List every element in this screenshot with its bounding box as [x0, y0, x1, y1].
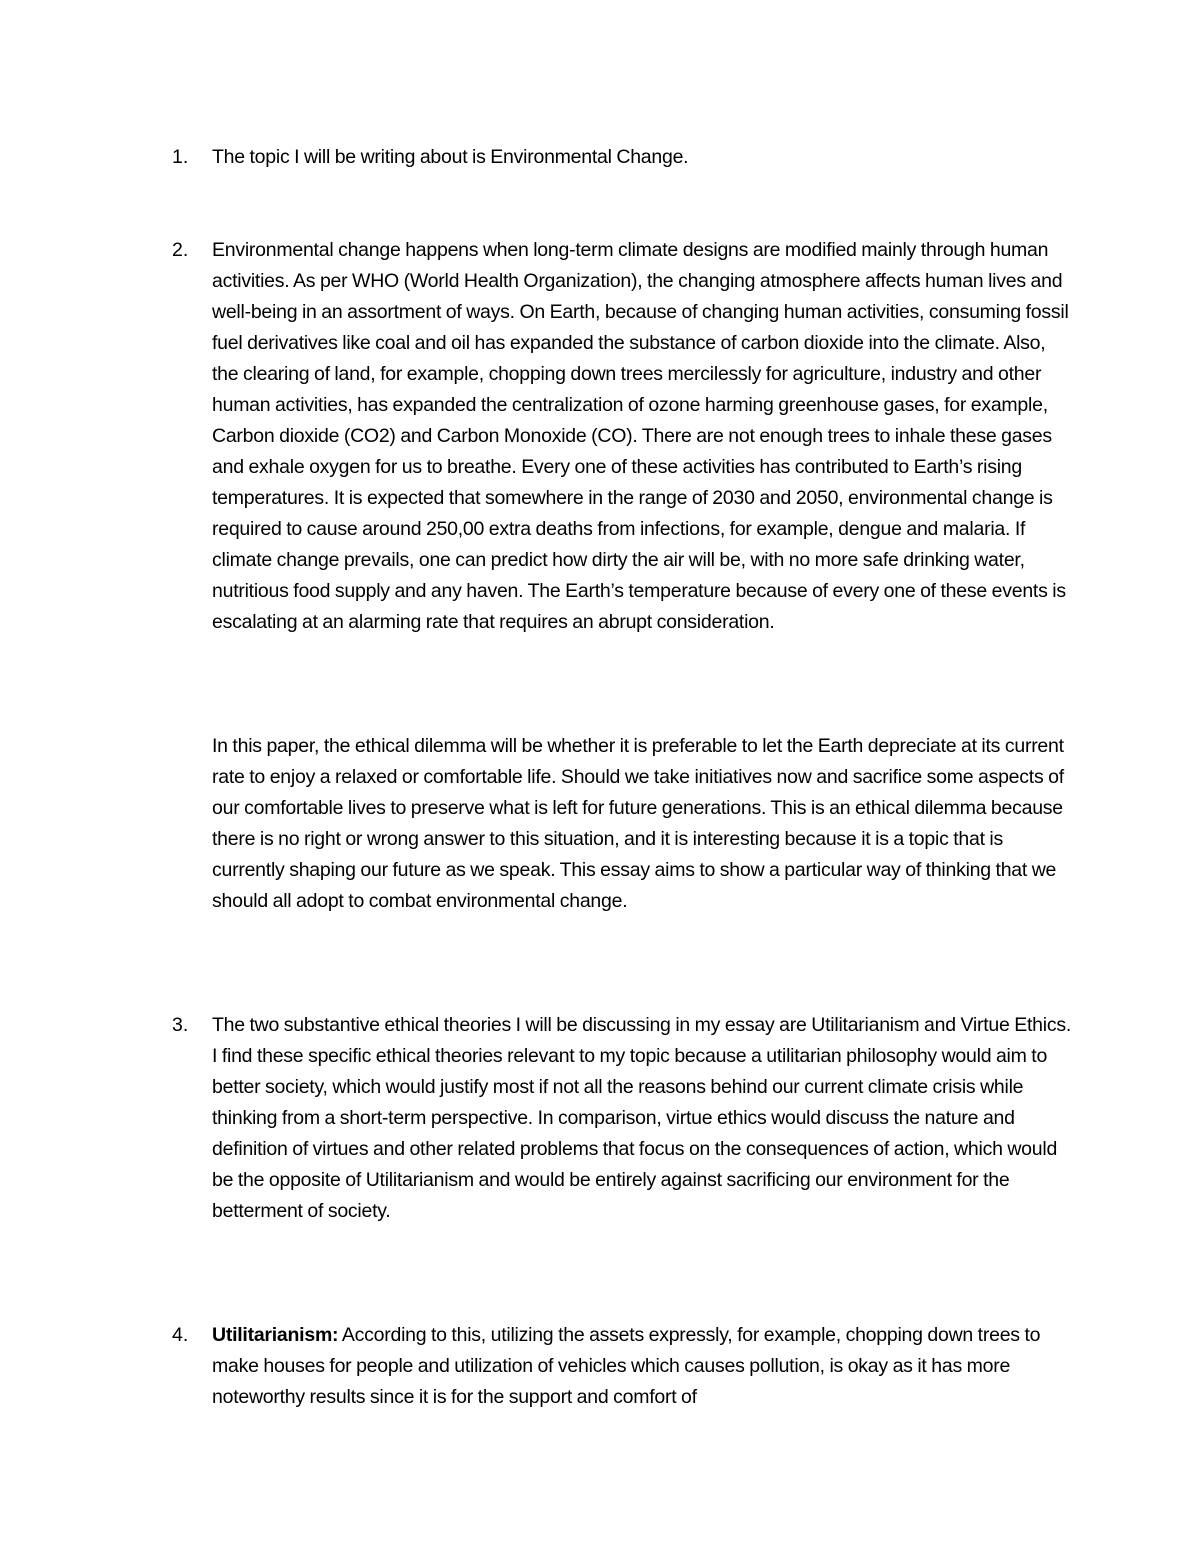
topic-statement: The topic I will be writing about is Environmental Change. — [212, 146, 689, 168]
ethical-dilemma-paragraph: In this paper, the ethical dilemma will be whether it is preferable to let the Earth depreciate at its current rate to enjoy a relaxed or comfortable life. Should we take initiatives now and sacrifice some aspects of our comfortable lives to preserve what is left for future generations. This is an ethical dilemma because there is no right or wrong answer to this situation, and it is interesting because it is a topic that is currently shaping our future as we speak. This essay aims to show a particular way of thinking that we should all adopt to combat environmental change. — [212, 735, 1064, 912]
utilitarianism-heading: Utilitarianism: — [212, 1324, 339, 1346]
utilitarianism-text: According to this, utilizing the assets expressly, for example, chopping down trees to make houses for people and utilization of vehicles which causes pollution, is okay as it has more noteworthy results since it is for the support and comfort of — [212, 1324, 1041, 1408]
environmental-change-paragraph: Environmental change happens when long-term climate designs are modified mainly through human activities. As per WHO (World Health Organization), the changing atmosphere affects human lives and well-being in an assortment of ways. On Earth, because of changing human activities, consuming fossil fuel derivatives like coal and oil has expanded the substance of carbon dioxide into the climate. Also, the clearing of land, for example, chopping down trees mercilessly for agriculture, industry and other human activities, has expanded the centralization of ozone harming greenhouse gases, for example, Carbon dioxide (CO2) and Carbon Monoxide (CO). There are not enough trees to inhale these gases and exhale oxygen for us to breathe. Every one of these activities has contributed to Earth’s rising temperatures. It is expected that somewhere in the range of 2030 and 2050, environmental change is required to cause around 250,00 extra deaths from infections, for example, dengue and malaria. If climate change prevails, one can predict how dirty the air will be, with no more safe drinking water, nutritious food supply and any haven. The Earth’s temperature because of every one of these events is escalating at an alarming rate that requires an abrupt consideration. — [212, 239, 1069, 633]
utilitarianism-paragraph — [212, 1320, 1072, 1413]
list-number: 2. — [172, 239, 189, 261]
list-number: 3. — [172, 1014, 189, 1036]
list-number: 1. — [172, 146, 189, 168]
ethical-theories-paragraph: The two substantive ethical theories I will be discussing in my essay are Utilitarianism and Virtue Ethics. I find these specific ethical theories relevant to my topic because a utilitarian philosophy would aim to better society, which would justify most if not all the reasons behind our current climate crisis while thinking from a short-term perspective. In comparison, virtue ethics would discuss the nature and definition of virtues and other related problems that focus on the consequences of action, which would be the opposite of Utilitarianism and would be entirely against sacrificing our environment for the betterment of society. — [212, 1014, 1072, 1222]
list-number: 4. — [172, 1324, 189, 1346]
